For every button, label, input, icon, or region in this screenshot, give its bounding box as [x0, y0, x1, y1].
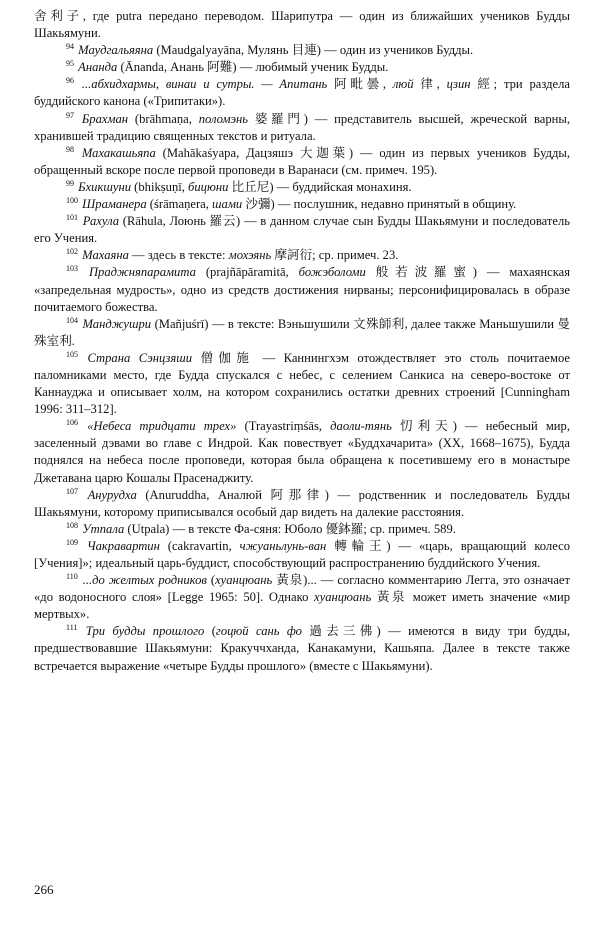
footnote-number: 96 [66, 76, 74, 86]
footnote [34, 179, 570, 196]
footnotes [34, 8, 570, 675]
footnote-term: даоли-тянь [330, 419, 392, 434]
footnote-number: 109 [66, 537, 78, 547]
footnote-term: Махаяна [82, 248, 129, 263]
footnote-text: (Anuruddha, Аналюй 阿那律) — родственник и последователь Будды Шакьямуни, которому приписывался особый дар видеть на далекие расстояния. [34, 487, 570, 519]
footnote-term: бицюни [188, 179, 229, 194]
footnote [34, 213, 570, 247]
footnote-term: Манджушри [82, 316, 152, 331]
footnote-term: люй [392, 77, 414, 92]
footnote-term: Анурудха [87, 487, 137, 502]
footnote-text: 僧伽施 — Каннингхэм отождествляет это столь почитаемое паломниками место, где Будда спускался с небес, с селением Санкиса на северо-востоке от Каннауджа и описывает холм, на котором сохранились остатки древних строений [Cunningham 1996: 311–312]. [34, 350, 570, 417]
footnote-number: 108 [66, 520, 78, 530]
footnote [34, 8, 570, 42]
footnote-text: (Rāhula, Лоюнь 羅云) — в данном случае сын Будды Шакьямуни и последователь его Учения. [34, 214, 570, 246]
footnote-text: 黃泉 может иметь значение «мир мертвых». [34, 590, 570, 622]
footnote-text: (Mahākaśyapa, Дацзяшэ 大迦葉) — один из первых учеников Будды, обращенный вскоре после первой проповеди в Варанаси (см. примеч. 195). [34, 145, 570, 177]
footnote-term: хуанцюань [314, 590, 372, 605]
footnote-term: Утпала [82, 521, 125, 536]
footnote-term: ...до желтых родников [82, 573, 207, 588]
footnote-text: 過去三佛) — имеются в виду три будды, предшествовавшие Шакьямуни: Кракуччханда, Канакамуни, Кашьяпа. Далее в тексте также встречается выражение «четыре Будды прошлого» (вместе с Шакьямуни). [34, 624, 571, 673]
footnote-number: 99 [66, 178, 74, 188]
footnote-term: Чакравартин [86, 538, 160, 553]
footnote-text: (Maudgalyayāna, Мулянь 目連) — один из учеников Будды. [153, 43, 474, 58]
footnote-number: 101 [66, 213, 78, 223]
footnote-text: (prajñāpāramitā, [195, 265, 299, 280]
footnote-text: ( [204, 624, 216, 639]
footnote [34, 623, 570, 674]
footnote-text: 經; три раздела буддийского канона («Трипитаки»). [34, 77, 570, 109]
footnote-term: Бхикшуни [78, 179, 132, 194]
footnote-number: 98 [66, 144, 74, 154]
footnote-number: 95 [66, 59, 74, 69]
footnote-number: 110 [66, 572, 78, 582]
footnote-text: (brāhmaṇa, [128, 111, 199, 126]
footnote [34, 521, 570, 538]
footnote-term: шами [212, 197, 243, 212]
footnote [34, 538, 570, 572]
footnote-term: Брахман [81, 111, 129, 126]
footnote [34, 487, 570, 521]
footnote-text: 婆羅門) — представитель высшей, жреческой варны, хранившей традицию священных текстов и ритуала. [34, 111, 570, 143]
footnote-term: хуанцюань [215, 573, 273, 588]
footnote-number: 107 [66, 486, 78, 496]
footnote [34, 145, 570, 179]
footnote [34, 42, 570, 59]
footnote [34, 76, 570, 110]
footnote-term: Шраманера [82, 197, 147, 212]
footnote-term: Праджняпарамита [88, 265, 196, 280]
footnote-term: ...абхидхармы, винаи и сутры. — Апитань [81, 77, 328, 92]
footnote [34, 316, 570, 350]
footnote-number: 105 [66, 349, 78, 359]
footnote-number: 94 [66, 42, 74, 52]
footnote-number: 111 [66, 623, 78, 633]
footnote-term: Три будды прошлого [85, 624, 205, 639]
footnote-term: цзин [446, 77, 471, 92]
footnote-term: Рахула [82, 214, 120, 229]
footnote-term: Маудгальяяна [78, 43, 154, 58]
footnote-text: 忉利天) — небесный мир, заселенный дэвами во главе с Индрой. Как повествует «Буддхачарита» (XX, 1668–1675), Будда поднялся на небеса после проповеди, которая была обращена к посетившему его в монастыре Джетавана царю Кошалы Прасенаджиту. [34, 419, 570, 485]
footnote-number: 100 [66, 196, 78, 206]
footnote-text: (Trayastriṃśās, [236, 419, 331, 434]
footnote-number: 102 [66, 247, 78, 257]
footnote-text: 比丘尼) — буддийская монахиня. [228, 179, 412, 194]
footnote [34, 59, 570, 76]
page-number: 266 [34, 882, 54, 897]
footnote-number: 104 [66, 315, 78, 325]
footnote-term: поломэнь [198, 111, 249, 126]
footnote-text: 舍利子, где putra передано переводом. Шарипутра — один из ближайших учеников Будды Шакьямуни. [34, 9, 570, 41]
footnote [34, 418, 570, 486]
footnote-number: 106 [66, 418, 78, 428]
footnote [34, 247, 570, 264]
footnote-number: 97 [66, 110, 74, 120]
footnote-text: 般若波羅蜜) — махаянская «запредельная мудрость», одно из средств достижения нирваны; персонифицировалась в образе почитаемого божества. [34, 265, 571, 314]
footnote-text: (cakravartin, [159, 538, 240, 553]
footnote-text: (bhikṣuṇī, [131, 179, 189, 194]
footnote-text: 摩訶衍; ср. примеч. 23. [271, 248, 399, 263]
footnote-text: 律, [413, 77, 447, 92]
footnote-term: мохэянь [228, 248, 272, 263]
footnote-term: Махакашьяпа [81, 145, 156, 160]
footnote [34, 350, 570, 418]
footnote-text: (Utpala) — в тексте Фа-сяня: Юболо 優鉢羅; ср. примеч. 589. [124, 521, 456, 536]
footnote [34, 572, 570, 623]
footnote-term: чжуаньлунь-ван [239, 538, 327, 553]
footnote-text: ( [206, 573, 216, 588]
footnote-text: (Mañjuśrī) — в тексте: Вэньшушили 文殊師利, далее также Маньшушили 曼殊室利. [34, 316, 570, 348]
footnote-text: 轉輪王) — «царь, вращающий колесо [Учения]»; идеальный царь-буддист, способствующий распространению буддийского Учения. [34, 538, 571, 570]
footnote-term: Страна Сэнцзяши [87, 350, 193, 365]
footnote-text: (Ānanda, Анань 阿難) — любимый ученик Будды. [117, 60, 389, 75]
footnote-term: Ананда [78, 60, 118, 75]
footnote [34, 196, 570, 213]
footnote [34, 111, 570, 145]
footnote-text: 沙彌) — послушник, недавно принятый в общину. [242, 197, 517, 212]
footnote-text: — здесь в тексте: [128, 248, 229, 263]
footnote [34, 264, 570, 315]
footnote-number: 103 [66, 264, 78, 274]
footnote-term: гоцюй сань фо [215, 624, 302, 639]
footnote-term: «Небеса тридцати трех» [87, 419, 237, 434]
footnote-text: 黃泉)... — согласно комментарию Легга, это означает «до водоносного слоя» [Legge 1965: 50]. Однако [34, 573, 571, 605]
footnote-text: (śrāmaṇera, [146, 197, 213, 212]
footnote-term: божэболоми [298, 265, 366, 280]
footnote-text: 阿毗曇, [327, 77, 393, 92]
